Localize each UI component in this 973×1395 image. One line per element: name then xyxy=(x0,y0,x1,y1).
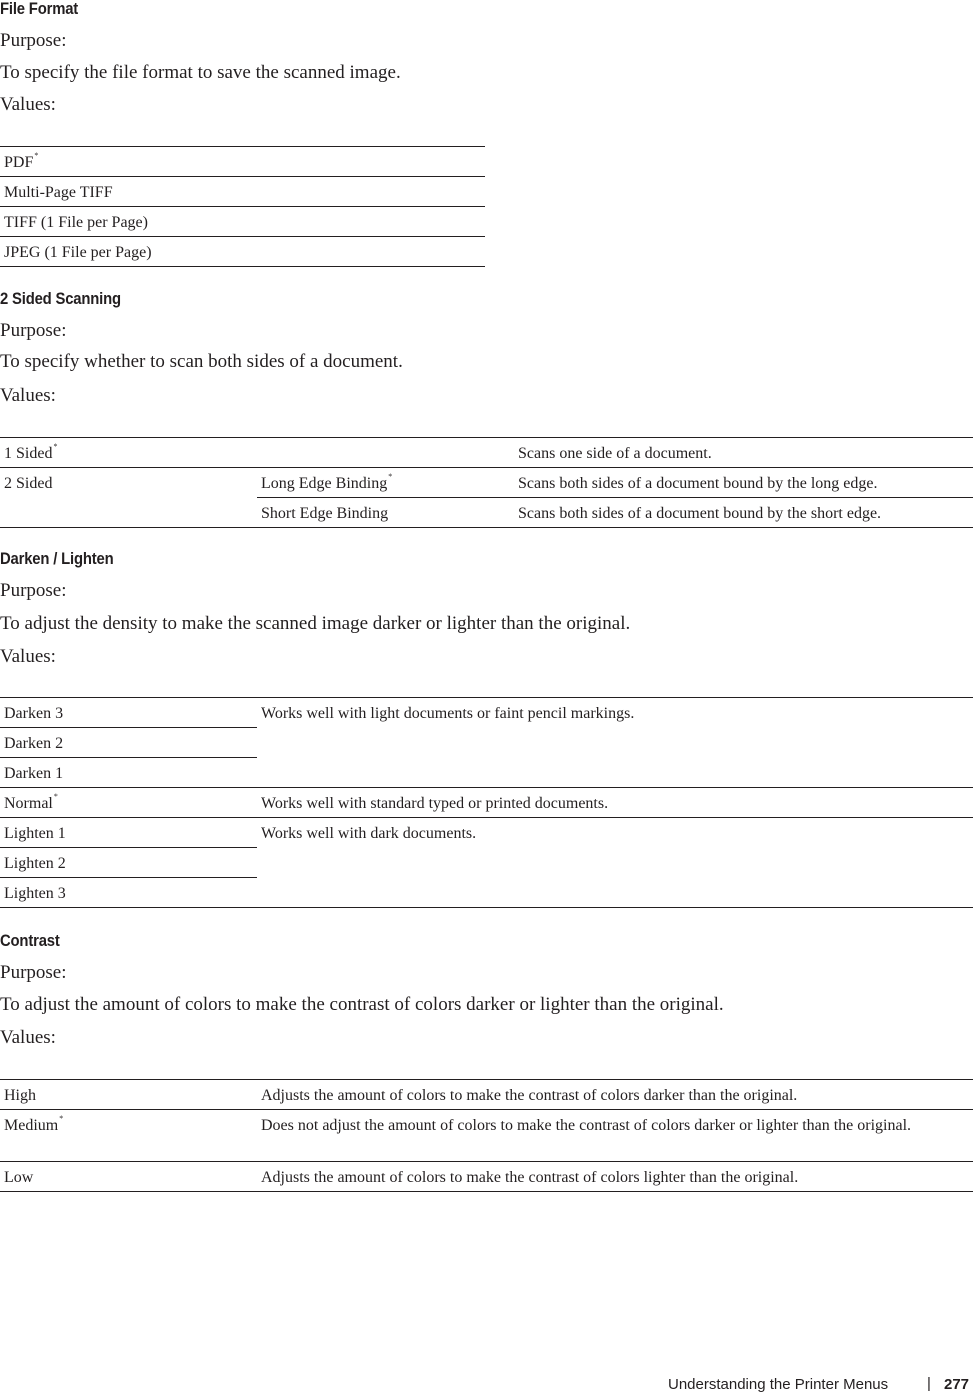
table-row xyxy=(0,1080,973,1110)
two-sided-heading: 2 Sided Scanning xyxy=(0,290,121,308)
file-format-purpose-label: Purpose: xyxy=(0,30,67,51)
value-lighten-desc: Works well with dark documents. xyxy=(257,818,973,908)
darken-values-label: Values: xyxy=(0,646,56,667)
contrast-purpose-label: Purpose: xyxy=(0,962,67,983)
value-lighten-2: Lighten 2 xyxy=(0,848,257,878)
value-1-sided-desc: Scans one side of a document. xyxy=(514,438,973,468)
table-row xyxy=(0,147,485,177)
table-row xyxy=(0,438,973,468)
contrast-values-label: Values: xyxy=(0,1027,56,1048)
value-darken-2: Darken 2 xyxy=(0,728,257,758)
value-jpeg: JPEG (1 File per Page) xyxy=(0,237,485,267)
footer-section-title: Understanding the Printer Menus xyxy=(668,1376,889,1393)
contrast-purpose-text: To adjust the amount of colors to make the contrast of colors darker or lighter than the original. xyxy=(0,994,724,1015)
two-sided-purpose-text: To specify whether to scan both sides of a document. xyxy=(0,351,403,372)
table-row xyxy=(0,788,973,818)
contrast-heading: Contrast xyxy=(0,932,60,950)
table-row xyxy=(0,1110,973,1162)
value-1-sided: 1 Sided* xyxy=(0,438,257,468)
file-format-table xyxy=(0,146,485,267)
footer-separator: | xyxy=(927,1375,931,1392)
default-marker: * xyxy=(59,1114,64,1123)
value-darken-1: Darken 1 xyxy=(0,758,257,788)
darken-table xyxy=(0,697,973,908)
table-row xyxy=(0,237,485,267)
value-long-edge-binding: Long Edge Binding* xyxy=(257,468,514,498)
value-normal: Normal* xyxy=(0,788,257,818)
table-row xyxy=(0,1162,973,1192)
darken-purpose-text: To adjust the density to make the scanned image darker or lighter than the original. xyxy=(0,613,631,634)
two-sided-values-label: Values: xyxy=(0,385,56,406)
value-normal-desc: Works well with standard typed or printed documents. xyxy=(257,788,973,818)
value-high-desc: Adjusts the amount of colors to make the contrast of colors darker than the original. xyxy=(257,1080,973,1110)
contrast-table xyxy=(0,1079,973,1192)
value-medium: Medium* xyxy=(0,1110,257,1162)
value-lighten-3: Lighten 3 xyxy=(0,878,257,908)
table-row xyxy=(0,818,973,848)
table-row xyxy=(0,698,973,728)
value-darken-3: Darken 3 xyxy=(0,698,257,728)
value-medium-desc: Does not adjust the amount of colors to make the contrast of colors darker or lighter than the original. xyxy=(257,1110,973,1162)
value-darken-desc: Works well with light documents or faint pencil markings. xyxy=(257,698,973,788)
default-marker: * xyxy=(34,151,39,160)
darken-purpose-label: Purpose: xyxy=(0,580,67,601)
table-row xyxy=(0,177,485,207)
default-marker: * xyxy=(388,472,393,481)
value-2-sided: 2 Sided xyxy=(4,475,53,492)
table-row xyxy=(0,498,973,528)
file-format-heading: File Format xyxy=(0,0,79,18)
value-short-edge-desc: Scans both sides of a document bound by the short edge. xyxy=(514,498,973,528)
value-multipage-tiff: Multi-Page TIFF xyxy=(0,177,485,207)
value-lighten-1: Lighten 1 xyxy=(0,818,257,848)
value-short-edge-binding: Short Edge Binding xyxy=(257,498,514,528)
file-format-purpose-text: To specify the file format to save the scanned image. xyxy=(0,62,401,83)
default-marker: * xyxy=(53,442,58,451)
darken-heading: Darken / Lighten xyxy=(0,550,114,568)
value-high: High xyxy=(0,1080,257,1110)
default-marker: * xyxy=(53,792,58,801)
two-sided-table xyxy=(0,437,973,528)
value-low: Low xyxy=(0,1162,257,1192)
footer-page-number: 277 xyxy=(944,1376,970,1393)
value-pdf: PDF* xyxy=(0,147,485,177)
value-low-desc: Adjusts the amount of colors to make the contrast of colors lighter than the original. xyxy=(257,1162,973,1192)
two-sided-purpose-label: Purpose: xyxy=(0,320,67,341)
value-long-edge-desc: Scans both sides of a document bound by the long edge. xyxy=(514,468,973,498)
table-row xyxy=(0,207,485,237)
value-tiff: TIFF (1 File per Page) xyxy=(0,207,485,237)
file-format-values-label: Values: xyxy=(0,94,56,115)
table-row xyxy=(0,468,973,498)
